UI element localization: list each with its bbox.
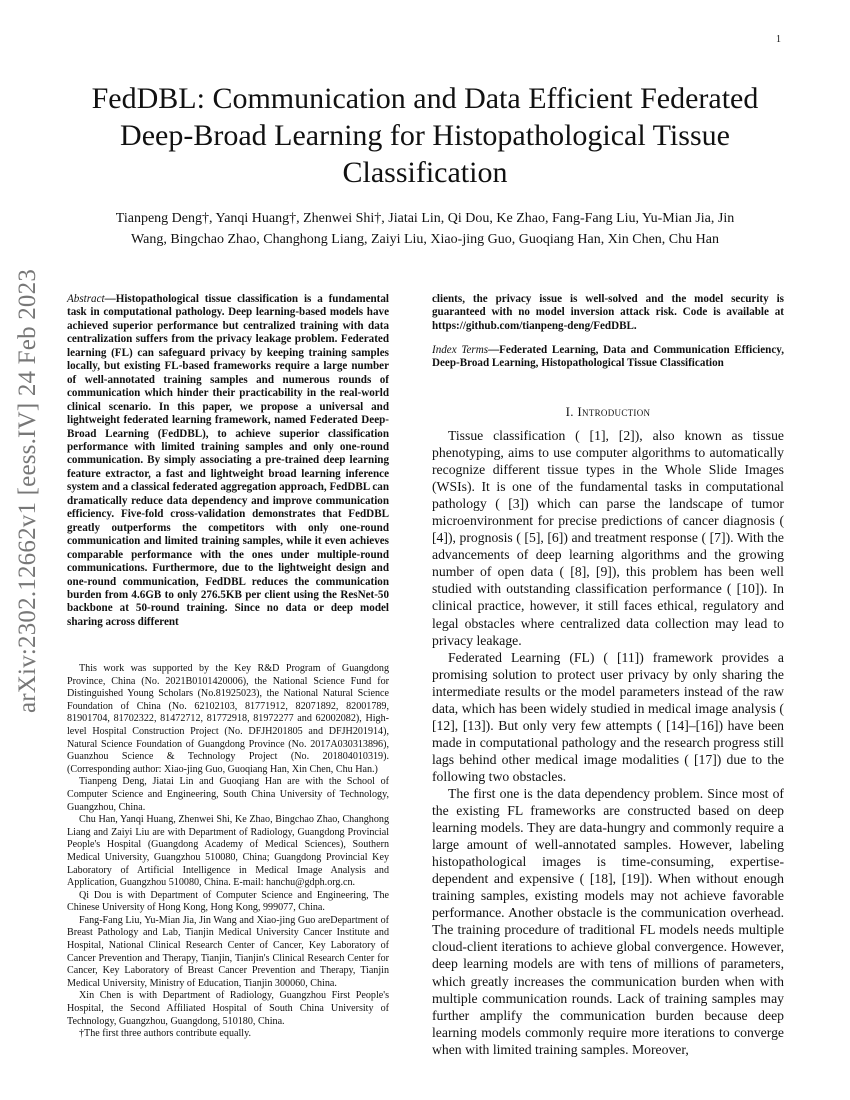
footnote-funding: This work was supported by the Key R&D Program of Guangdong Province, China (No. 2021B0101420006), the National Science Fund for Distinguished Young Scholars (No.81925023), the National Natural Science Foundation of China (No. 62102103, 81771912, 82071892, 82001789, 81901704, 81702322, 81472712, 81772918, 81972277 and 62002082), High-level Hospital Construction Project (No. DFJH201805 and DFJH201914), Natural Science Foundation of Guangdong Province (No. 2017A030313896), Guanzhou Science & Technology Project (No. 201804010319). (Corresponding author: Xiao-jing Guo, Guoqiang Han, Xin Chen, Chu Han.) — [67, 663, 389, 775]
author-list — [74, 208, 776, 250]
footnote-equal-contribution: †The first three authors contribute equally. — [79, 1028, 252, 1040]
introduction-body — [432, 427, 784, 1058]
paragraph: Federated Learning (FL) ( [11]) framework provides a promising solution to protect user privacy by only sharing the intermediate results or the model parameters instead of the raw data, which has been widely studied in medical image analysis ( [12], [13]). But only very few attempts ( [14]–[16]) have been made in computational pathology and the research progress still lags behind other medical image modalities ( [17]) due to the following two obstacles. — [432, 649, 784, 784]
section-heading: I. Introduction — [565, 404, 651, 419]
abstract-text: —Histopathological tissue classification is a fundamental task in computational pathology. Deep learning-based models have achieved superior performance but centralized training with data centralization suffers from the privacy leakage problem. Federated learning (FL) can safeguard privacy by keeping training samples locally, but existing FL-based frameworks require a large number of well-annotated training samples and numerous rounds of communication which hinder their practicability in the real-world clinical scenario. In this paper, we propose a universal and lightweight federated learning framework, named Federated Deep-Broad Learning (FedDBL), to achieve superior classification performance with limited training samples and only one-round communication. By simply associating a pre-trained deep learning feature extractor, a fast and lightweight broad learning inference system and a classical federated aggregation approach, FedDBL can dramatically reduce data dependency and improve communication efficiency. Five-fold cross-validation demonstrates that FedDBL greatly outperforms the competitors with only one-round communication and limited training samples, while it even achieves comparable performance with the ones under multiple-round communications. Furthermore, due to the lightweight design and one-round communication, FedDBL reduces the communication burden from 4.6GB to only 276.5KB per client using the ResNet-50 backbone at 50-round training. Since no data or deep model sharing across different — [67, 293, 389, 628]
abstract-label: Abstract — [67, 293, 105, 305]
index-terms-text: —Federated Learning, Data and Communication Efficiency, Deep-Broad Learning, Histopathological Tissue Classification — [432, 344, 784, 370]
paragraph: Tissue classification ( [1], [2]), also known as tissue phenotyping, aims to use computer algorithms to automatically recognize different tissue types in the Whole Slide Images (WSIs). It is one of the fundamental tasks in computational pathology ( [3]) which can parse the landscape of tumor microenvironment for precise predictions of cancer diagnosis ( [4]), prognosis ( [5], [6]) and treatment response ( [7]). With the advancements of deep learning algorithms and the growing number of open data ( [8], [9]), this problem has been well studied with outstanding classification performance ( [10]). In clinical practice, however, it still faces ethical, regulatory and legal obstacles where centralized data collection may lead to privacy leakage. — [432, 428, 784, 648]
footnote-affiliation: Fang-Fang Liu, Yu-Mian Jia, Jin Wang and Xiao-jing Guo areDepartment of Breast Pathology and Lab, Tianjin Medical University Cancer Institute and Hospital, National Clinical Research Center of Cancer, Key Laboratory of Cancer Prevention and Therapy, Tianjin, Tianjin's Clinical Research Center for Cancer, Key Laboratory of Breast Cancer Prevention and Therapy, Tianjin Medical University, Ministry of Education, Tianjin 300060, China. — [67, 914, 389, 989]
page-number: 1 — [776, 34, 781, 45]
author-line-2: Wang, Bingchao Zhao, Changhong Liang, Zaiyi Liu, Xiao-jing Guo, Guoqiang Han, Xin Chen, Chu Han — [131, 232, 719, 247]
author-line-1: Tianpeng Deng†, Yanqi Huang†, Zhenwei Shi†, Jiatai Lin, Qi Dou, Ke Zhao, Fang-Fang Liu, Yu-Mian Jia, Jin — [115, 211, 735, 226]
abstract-continued: clients, the privacy issue is well-solved and the model security is guaranteed with no model inversion attack risk. Code is available at https://github.com/tianpeng-deng/FedDBL. — [432, 293, 784, 332]
footnote-affiliation: Xin Chen is with Department of Radiology, Guangzhou First People's Hospital, the Second Affiliated Hospital of South China University of Technology, Guangzhou, Guangdong, 510180, China. — [67, 990, 389, 1027]
arxiv-identifier: arXiv:2302.12662v1 [eess.IV] 24 Feb 2023 — [14, 268, 41, 714]
abstract — [67, 293, 389, 629]
footnote-affiliation: Qi Dou is with Department of Computer Science and Engineering, The Chinese University of Hong Kong, Hong Kong, 999077, China. — [67, 889, 389, 914]
footnotes — [67, 663, 389, 1041]
footnote-rule — [67, 658, 389, 662]
paragraph: The first one is the data dependency problem. Since most of the existing FL frameworks are constructed based on deep learning models. They are data-hungry and commonly require a large amount of well-annotated samples. However, labeling histopathological images is time-consuming, expertise-dependent and expensive ( [18], [19]). When without enough training samples, existing models may not achieve favorable performance. Another obstacle is the communication overhead. The training procedure of traditional FL models needs multiple cloud-client iterations to achieve global convergence. However, deep learning models are with tens of millions of parameters, which greatly increases the communication burden when with multiple communication rounds. Lack of training samples may further amplify the communication burden because deep learning models commonly require more iterations to converge when with limited training samples. Moreover, — [432, 785, 784, 1057]
paper-title: FedDBL: Communication and Data Efficient Federated Deep-Broad Learning for Histopathological Tissue Classification — [91, 82, 759, 189]
arxiv-sidebar — [6, 268, 50, 714]
footnote-affiliation: Tianpeng Deng, Jiatai Lin and Guoqiang Han are with the School of Computer Science and Engineering, South China University of Technology, Guangzhou, China. — [67, 776, 389, 813]
index-terms — [432, 344, 784, 371]
footnote-affiliation: Chu Han, Yanqi Huang, Zhenwei Shi, Ke Zhao, Bingchao Zhao, Changhong Liang and Zaiyi Liu are with Department of Radiology, Guangdong Provincial People's Hospital (Guangdong Academy of Medical Sciences), Southern Medical University, Guangzhou 510080, China; Guangdong Provincial Key Laboratory of Artificial Intelligence in Medical Image Analysis and Application, Guangzhou 510080, China. E-mail: hanchu@gdph.org.cn. — [67, 814, 389, 889]
index-terms-label: Index Terms — [432, 344, 489, 356]
